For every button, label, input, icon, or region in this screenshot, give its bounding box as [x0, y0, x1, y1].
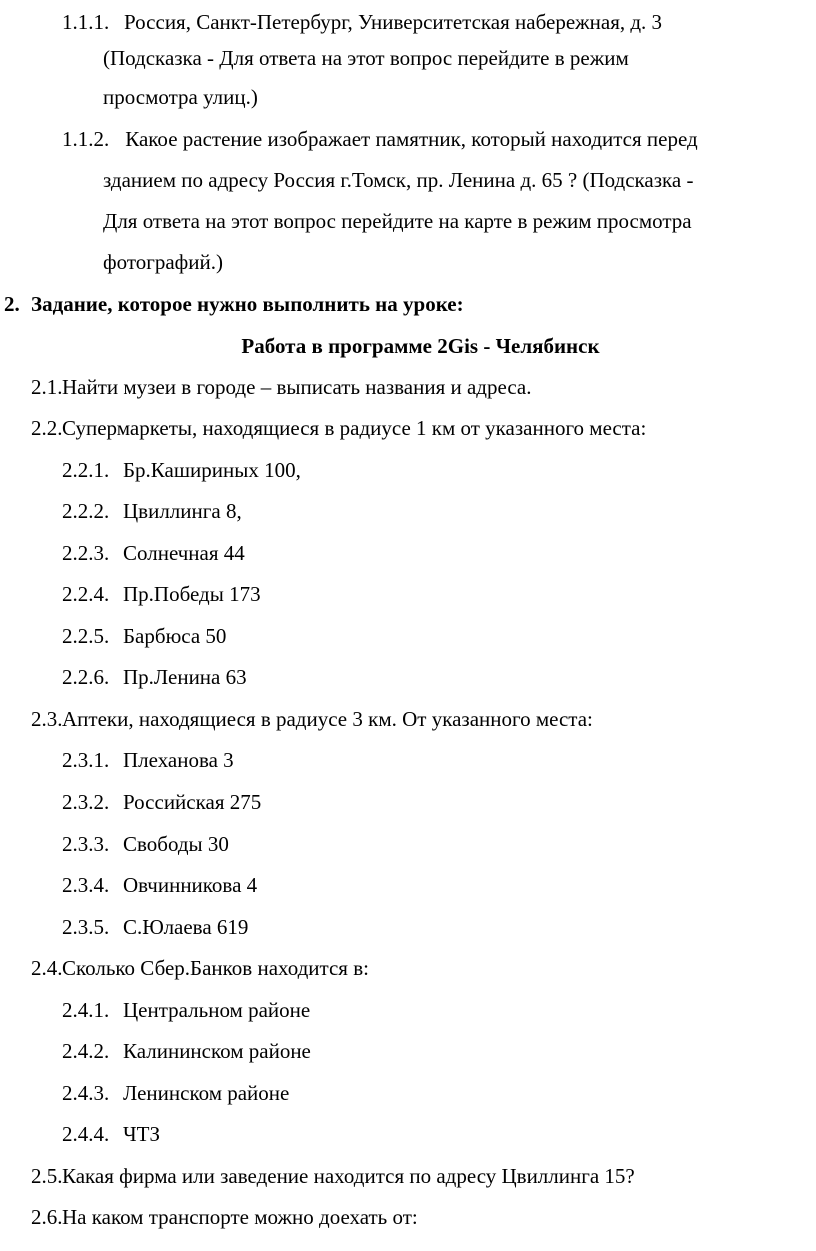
item-text-continued: фотографий.)	[103, 250, 223, 274]
address-item: 2.2.2. Цвиллинга 8,	[62, 499, 242, 523]
address-item: 2.2.3. Солнечная 44	[62, 541, 245, 565]
section-heading	[4, 292, 464, 316]
item-number: 1.1.2.	[62, 127, 110, 151]
task-number: 2.6.	[31, 1205, 63, 1229]
list-item	[62, 127, 698, 151]
address-item: 2.2.5. Барбюса 50	[62, 624, 227, 648]
task-text: Какая фирма или заведение находится по адресу Цвиллинга 15?	[62, 1164, 635, 1188]
district-item: 2.4.3. Ленинском районе	[62, 1081, 290, 1105]
list-item	[62, 10, 662, 34]
address-item: 2.2.4. Пр.Победы 173	[62, 582, 261, 606]
task-text: Супермаркеты, находящиеся в радиусе 1 км от указанного места:	[62, 416, 647, 440]
task-2-1	[31, 375, 532, 399]
task-number: 2.4.	[31, 956, 63, 980]
task-2-6	[31, 1205, 418, 1229]
task-text: На каком транспорте можно доехать от:	[62, 1205, 418, 1229]
address-item: 2.2.6. Пр.Ленина 63	[62, 665, 247, 689]
task-number: 2.2.	[31, 416, 63, 440]
address-item: 2.3.5. С.Юлаева 619	[62, 915, 249, 939]
task-text: Аптеки, находящиеся в радиусе 3 км. От указанного места:	[62, 707, 593, 731]
task-text: Сколько Сбер.Банков находится в:	[62, 956, 369, 980]
section-heading-text: Задание, которое нужно выполнить на уроке:	[31, 292, 464, 316]
section-number: 2.	[4, 292, 20, 316]
task-number: 2.3.	[31, 707, 63, 731]
address-item: 2.3.2. Российская 275	[62, 790, 262, 814]
district-item: 2.4.1. Центральном районе	[62, 998, 311, 1022]
address-item: 2.3.1. Плеханова 3	[62, 748, 234, 772]
item-text-continued: просмотра улиц.)	[103, 85, 258, 109]
task-text: Найти музеи в городе – выписать названия и адреса.	[62, 375, 532, 399]
address-item: 2.3.4. Овчинникова 4	[62, 873, 258, 897]
item-text-continued: зданием по адресу Россия г.Томск, пр. Ленина д. 65 ? (Подсказка -	[103, 168, 694, 192]
task-2-4	[31, 956, 369, 980]
address-item: 2.2.1. Бр.Кашириных 100,	[62, 458, 301, 482]
address-item: 2.3.3. Свободы 30	[62, 832, 229, 856]
task-2-5	[31, 1164, 635, 1188]
item-number: 1.1.1.	[62, 10, 110, 34]
district-item: 2.4.2. Калининском районе	[62, 1039, 311, 1063]
task-number: 2.1.	[31, 375, 63, 399]
section-subheading: Работа в программе 2Gis - Челябинск	[241, 334, 600, 358]
task-2-2	[31, 416, 646, 440]
item-text-continued: Для ответа на этот вопрос перейдите на карте в режим просмотра	[103, 209, 692, 233]
task-number: 2.5.	[31, 1164, 63, 1188]
item-text: Россия, Санкт-Петербург, Университетская набережная, д. 3	[124, 10, 663, 34]
task-2-3	[31, 707, 593, 731]
item-text: Какое растение изображает памятник, который находится перед	[120, 127, 698, 151]
district-item: 2.4.4. ЧТЗ	[62, 1122, 160, 1146]
item-text-continued: (Подсказка - Для ответа на этот вопрос перейдите в режим	[103, 46, 629, 70]
